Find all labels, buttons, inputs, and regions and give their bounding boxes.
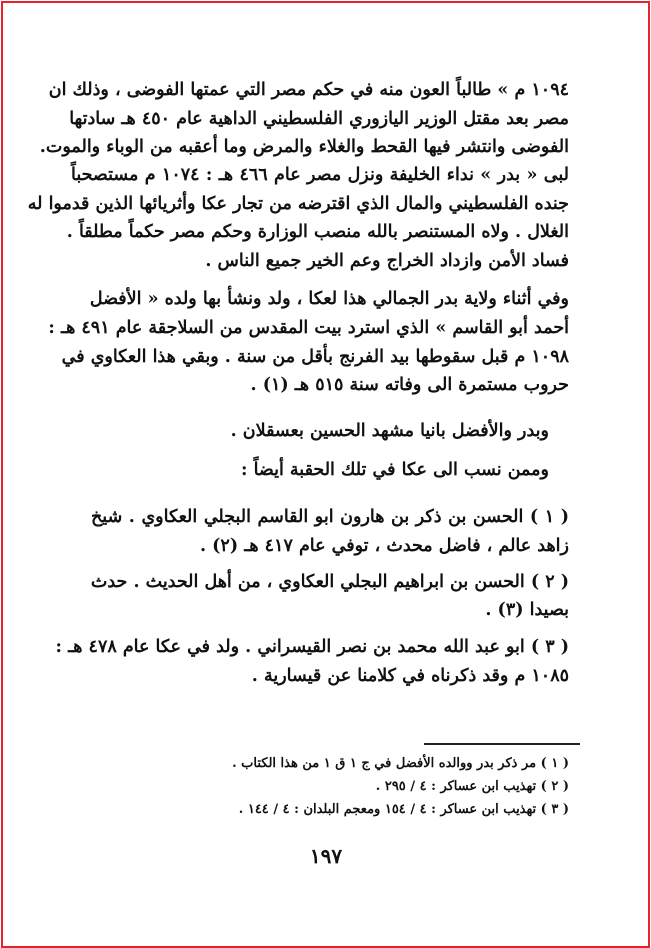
body-line: وممن نسب الى عكا في تلك الحقبة أيضاً : bbox=[241, 460, 549, 480]
body-line: لبى « بدر » نداء الخليفة ونزل مصر عام ٤٦٦ هـ : ١٠٧٤ م مستصحباً bbox=[71, 165, 569, 185]
body-line: مصر بعد مقتل الوزير اليازوري الفلسطيني الداهية عام ٤٥٠ هـ سادتها bbox=[69, 109, 569, 129]
body-line: ١٠٨٥ م وقد ذكرناه في كلامنا عن قيسارية . bbox=[251, 666, 569, 686]
page-number: ١٩٧ bbox=[309, 844, 343, 868]
body-line: ( ٢ ) الحسن بن ابراهيم البجلي العكاوي ، من أهل الحديث . حدث bbox=[90, 572, 569, 592]
body-line: الغلال . ولاه المستنصر بالله منصب الوزارة وحكم مصر حكماً مطلقاً . bbox=[66, 222, 569, 242]
body-line: ١٠٩٤ م » طالباً العون منه في حكم مصر التي عمتها الفوضى ، وذلك ان bbox=[48, 80, 569, 100]
body-line: فساد الأمن وازداد الخراج وعم الخير جميع الناس . bbox=[205, 251, 569, 271]
body-line: ( ٣ ) ابو عبد الله محمد بن نصر القيسراني . ولد في عكا عام ٤٧٨ هـ : bbox=[55, 637, 569, 657]
footnote: ( ٣ ) تهذيب ابن عساكر : ٤ / ١٥٤ ومعجم البلدان : ٤ / ١٤٤ . bbox=[238, 802, 569, 817]
body-line: أحمد أبو القاسم » الذي استرد بيت المقدس من السلاجقة عام ٤٩١ هـ : bbox=[48, 318, 569, 338]
body-line: وبدر والأفضل بانيا مشهد الحسين بعسقلان . bbox=[230, 421, 549, 441]
body-line: بصيدا (٣) . bbox=[485, 600, 569, 620]
body-line: زاهد عالم ، فاضل محدث ، توفي عام ٤١٧ هـ (٢) . bbox=[199, 536, 569, 556]
body-line: حروب مستمرة الى وفاته سنة ٥١٥ هـ (١) . bbox=[250, 375, 569, 395]
body-line: وفي أثناء ولاية بدر الجمالي هذا لعكا ، ولد ونشأ بها ولده « الأفضل bbox=[89, 289, 569, 309]
body-line: جنده الفلسطيني والمال الذي اقترضه من تجار عكا وأثريائها الذين قدموا له bbox=[27, 194, 569, 214]
body-line: الفوضى وانتشر فيها القحط والغلاء والمرض وما أعقبه من الوباء والموت. bbox=[39, 137, 569, 157]
body-line: ( ١ ) الحسن بن ذكر بن هارون ابو القاسم البجلي العكاوي . شيخ bbox=[91, 507, 569, 527]
footnote: ( ٢ ) تهذيب ابن عساكر : ٤ / ٢٩٥ . bbox=[375, 779, 569, 794]
footnote-separator bbox=[424, 743, 580, 745]
body-line: ١٠٩٨ م قبل سقوطها بيد الفرنج بأقل من سنة . وبقي هذا العكاوي في bbox=[61, 347, 569, 367]
footnote: ( ١ ) مر ذكر بدر ووالده الأفضل في ج ١ ق ١ من هذا الكتاب . bbox=[232, 756, 569, 771]
